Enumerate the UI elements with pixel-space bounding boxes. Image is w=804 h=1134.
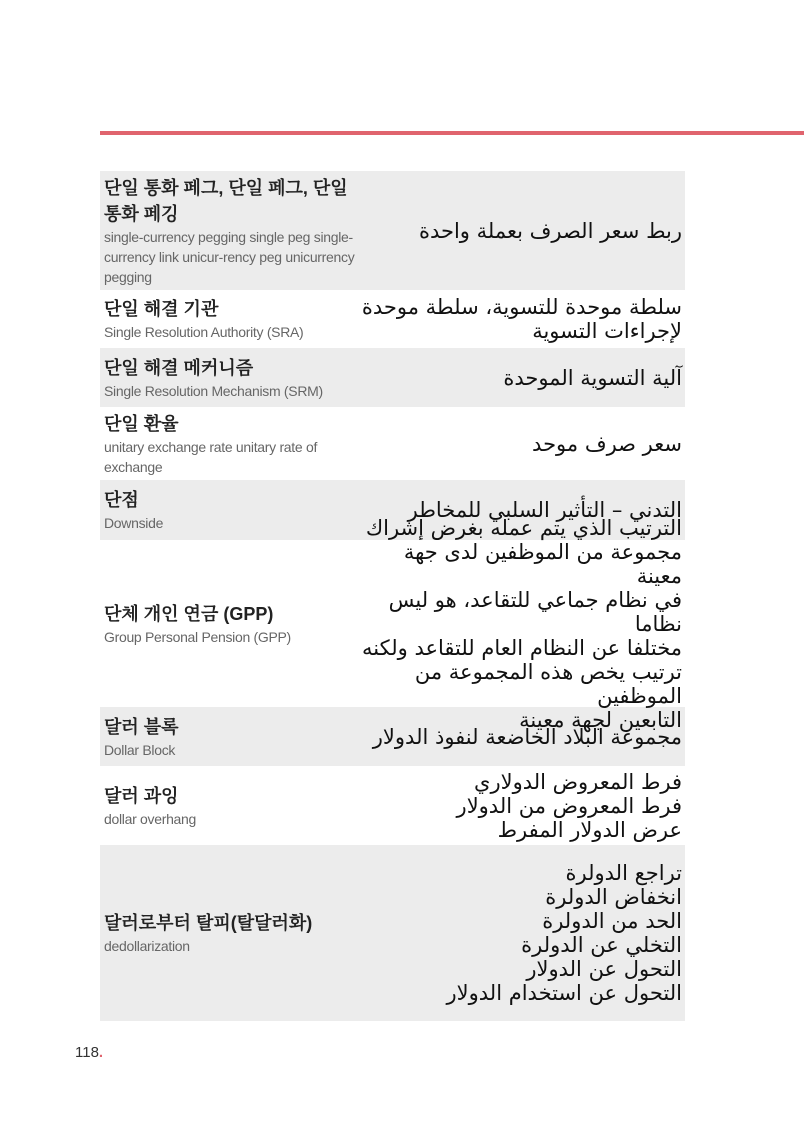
table-row [100,290,685,348]
page-number [75,1044,103,1061]
korean-term: 달러 과잉 [104,785,179,806]
arabic-term: سعر صرف موحد [532,431,682,456]
table-row [100,766,685,845]
korean-term: 단점 [104,490,139,510]
korean-term: 달러로부터 탈피(탈달러화) [104,913,313,933]
korean-term: 단일 해결 메커니즘 [104,357,254,378]
english-term: Group Personal Pension (GPP) [104,628,291,645]
english-term: Single Resolution Mechanism (SRM) [104,382,323,399]
korean-term: 단체 개인 연금 (GPP) [104,603,274,624]
korean-term: 단일 해결 기관 [104,299,219,319]
korean-term: 단일 통화 페그, 단일 페그, 단일 통화 페깅 [104,177,348,224]
table-row [100,171,685,290]
table-row [100,845,685,1021]
korean-term: 단일 환율 [104,413,179,434]
arabic-term: فرط المعروض الدولاري فرط المعروض من الدولار عرض الدولار المفرط [456,769,682,842]
table-row [100,407,685,480]
arabic-term: مجموعة البلاد الخاضعة لنفوذ الدولار [372,724,682,749]
header-rule [100,131,804,135]
english-term: unitary exchange rate unitary rate of exchange [104,438,318,475]
page-number-dot: . [98,1044,104,1061]
arabic-term: سلطة موحدة للتسوية، سلطة موحدة لإجراءات التسوية [361,295,682,343]
english-term: Downside [104,515,164,531]
arabic-term: الترتيب الذي يتم عمله بغرض إشراك مجموعة من الموظفين لدى جهة معينة في نظام جماعي للتقاعد، هو ليس نظاما مختلفا عن النظام العام للتقاعد ولكنه ترتيب يخص هذه المجموعة من الموظفين التابعين لجهة معينة [362,515,682,732]
glossary-table [100,171,685,1021]
arabic-term: التدني – التأثير السلبي للمخاطر [407,498,682,522]
english-term: single-currency pegging single peg single-currency link unicur-rency peg unicurrency pegging [104,228,355,285]
arabic-term: ربط سعر الصرف بعملة واحدة [418,218,682,243]
page-number-text: 118 [75,1044,99,1061]
table-row [100,348,685,407]
arabic-term: آلية التسوية الموحدة [503,365,682,390]
korean-term: 달러 블록 [104,716,179,737]
english-term: dedollarization [104,938,190,954]
english-term: Single Resolution Authority (SRA) [104,324,304,340]
arabic-term: تراجع الدولرة انخفاض الدولرة الحد من الدولرة التخلي عن الدولرة التحول عن الدولار التحول عن استخدام الدولار [446,861,682,1005]
english-term: Dollar Block [104,741,176,758]
english-term: dollar overhang [104,810,197,827]
